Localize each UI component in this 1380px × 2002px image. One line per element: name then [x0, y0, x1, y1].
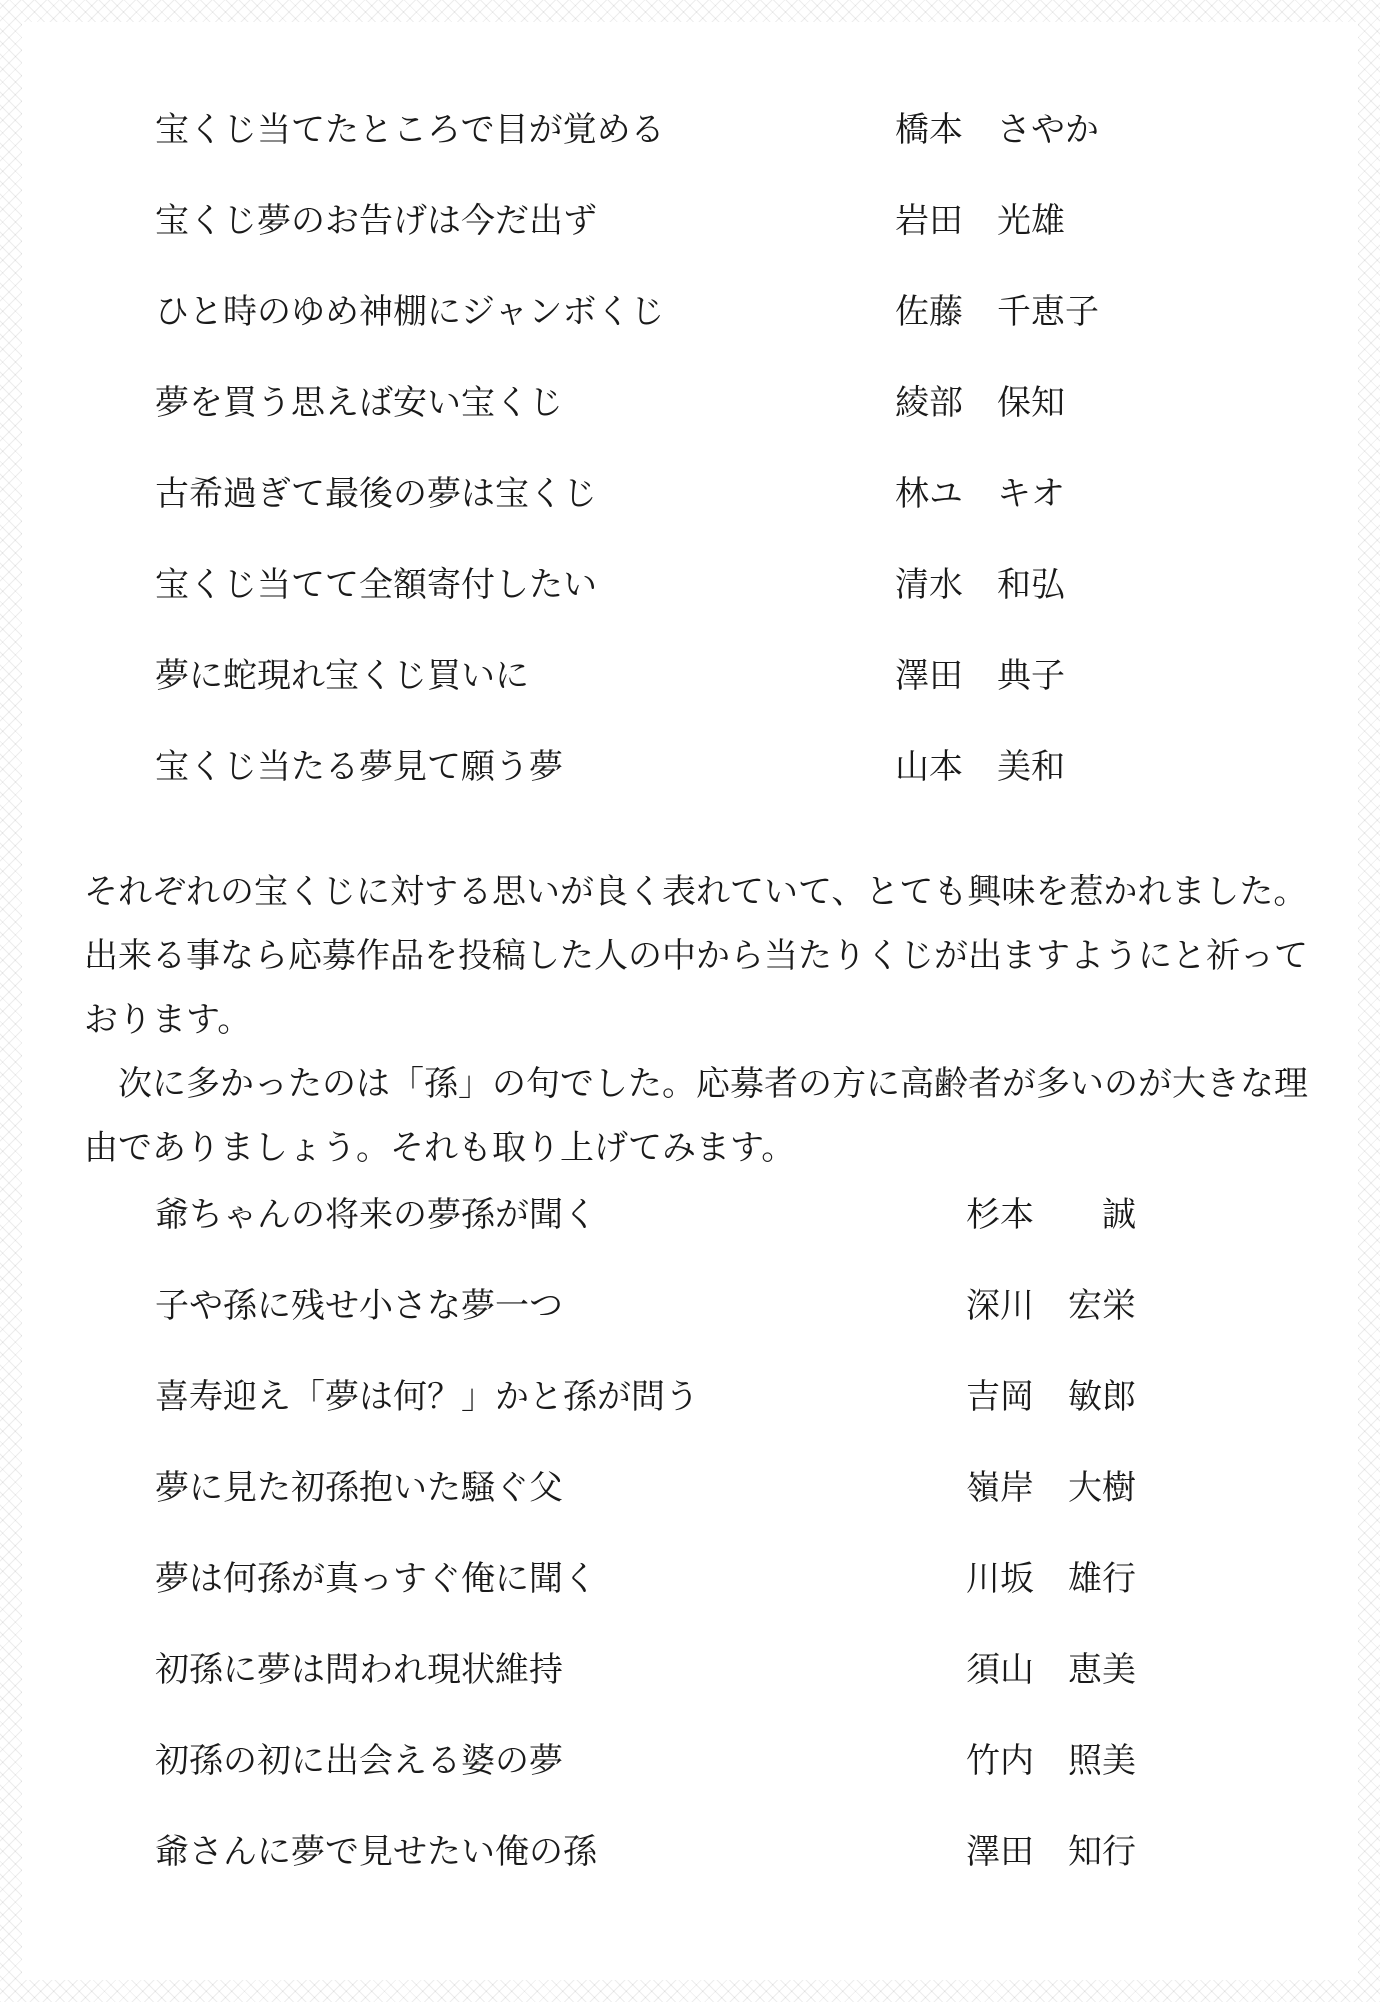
poem-text: 爺さんに夢で見せたい俺の孫	[155, 1832, 597, 1872]
poem-text: 古希過ぎて最後の夢は宝くじ	[155, 474, 597, 514]
poem-row	[22, 1822, 1358, 1882]
poem-text: 宝くじ当たる夢見て願う夢	[155, 747, 563, 787]
poem-author: 橋本 さやか	[895, 110, 1099, 150]
poem-author: 須山 恵美	[966, 1650, 1136, 1690]
poem-text: 夢を買う思えば安い宝くじ	[155, 383, 563, 423]
poem-row	[22, 646, 1358, 706]
poem-text: 夢は何孫が真っすぐ俺に聞く	[155, 1559, 597, 1599]
poem-row	[22, 282, 1358, 342]
poem-text: 初孫に夢は問われ現状維持	[155, 1650, 563, 1690]
poem-row	[22, 1276, 1358, 1336]
poem-row	[22, 1458, 1358, 1518]
poem-author: 山本 美和	[895, 747, 1065, 787]
poem-text: 夢に蛇現れ宝くじ買いに	[155, 656, 529, 696]
poem-author: 杉本 誠	[966, 1195, 1136, 1235]
poem-row	[22, 1640, 1358, 1700]
poem-row	[22, 373, 1358, 433]
poem-author: 吉岡 敏郎	[966, 1377, 1136, 1417]
poem-text: 宝くじ当てて全額寄付したい	[155, 565, 597, 605]
poem-text: 宝くじ当てたところで目が覚める	[155, 110, 665, 150]
poem-text: 宝くじ夢のお告げは今だ出ず	[155, 201, 597, 241]
poem-text: 爺ちゃんの将来の夢孫が聞く	[155, 1195, 597, 1235]
poem-row	[22, 1731, 1358, 1791]
poem-author: 澤田 典子	[895, 656, 1065, 696]
commentary-paragraph: それぞれの宝くじに対する思いが良く表れていて、とても興味を惹かれました。出来る事なら応募作品を投稿した人の中から当たりくじが出ますようにと祈っております。	[84, 872, 1308, 1040]
poem-text: 初孫の初に出会える婆の夢	[155, 1741, 563, 1781]
poem-author: 清水 和弘	[895, 565, 1065, 605]
poem-author: 竹内 照美	[966, 1741, 1136, 1781]
poem-author: 深川 宏栄	[966, 1286, 1136, 1326]
poem-author: 嶺岸 大樹	[966, 1468, 1136, 1508]
document-page	[22, 22, 1358, 1980]
poem-author: 澤田 知行	[966, 1832, 1136, 1872]
poem-row	[22, 100, 1358, 160]
poem-text: ひと時のゆめ神棚にジャンボくじ	[155, 292, 665, 332]
poem-row	[22, 1185, 1358, 1245]
poem-row	[22, 1367, 1358, 1427]
poem-row	[22, 464, 1358, 524]
poem-text: 喜寿迎え「夢は何？」かと孫が問う	[155, 1377, 699, 1417]
poem-author: 佐藤 千恵子	[895, 292, 1099, 332]
poem-row	[22, 191, 1358, 251]
poem-row	[22, 555, 1358, 615]
commentary-paragraph: 次に多かったのは「孫」の句でした。応募者の方に高齢者が多いのが大きな理由でありましょう。それも取り上げてみます。	[84, 1064, 1308, 1168]
poem-author: 岩田 光雄	[895, 201, 1065, 241]
poem-author: 川坂 雄行	[966, 1559, 1136, 1599]
commentary-text	[84, 860, 1324, 1180]
poem-row	[22, 737, 1358, 797]
poem-text: 夢に見た初孫抱いた騒ぐ父	[155, 1468, 563, 1508]
poem-author: 林ユ キオ	[895, 474, 1065, 514]
poem-author: 綾部 保知	[895, 383, 1065, 423]
poem-text: 子や孫に残せ小さな夢一つ	[155, 1286, 563, 1326]
poem-row	[22, 1549, 1358, 1609]
